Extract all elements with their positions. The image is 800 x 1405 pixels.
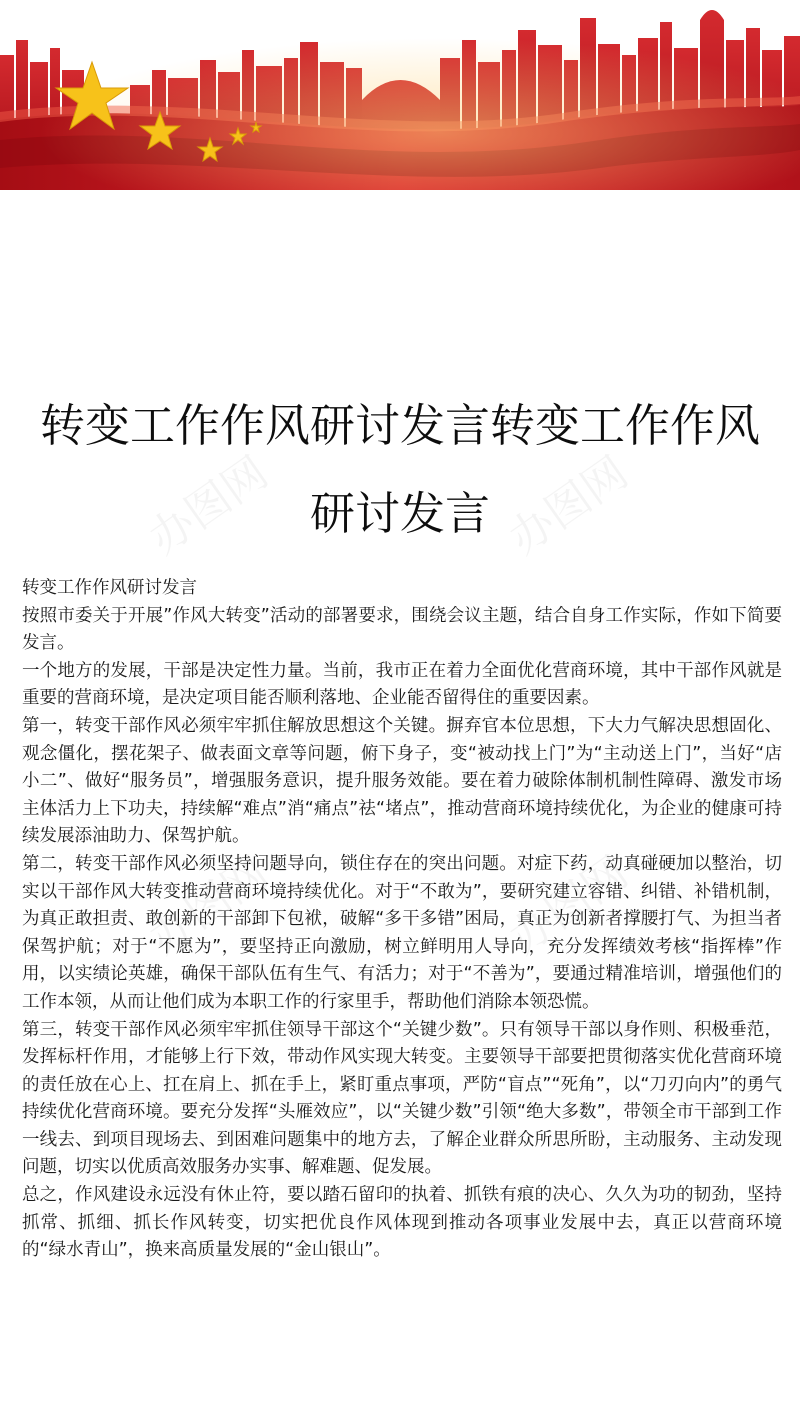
paragraph: 第三，转变干部作风必须牢牢抓住领导干部这个“关键少数”。只有领导干部以身作则、积极垂范，发挥标杆作用，才能够上行下效，带动作风实现大转变。主要领导干部要把贯彻落实优化营商环境的责任放在心上、扛在肩上、抓在手上，紧盯重点事项，严防“盲点”“死角”，以“刀刃向内”的勇气持续优化营商环境。要充分发挥“头雁效应”，以“关键少数”引领“绝大多数”，带领全市干部到工作一线去、到项目现场去、到困难问题集中的地方去，了解企业群众所思所盼，主动服务、主动发现问题，切实以优质高效服务办实事、解难题、促发展。 [22, 1019, 782, 1178]
header-banner [0, 0, 800, 190]
paragraph: 总之，作风建设永远没有休止符，要以踏石留印的执着、抓铁有痕的决心、久久为功的韧劲，坚持抓常、抓细、抓长作风转变，切实把优良作风体现到推动各项事业发展中去，真正以营商环境的“绿水青山”，换来高质量发展的“金山银山”。 [22, 1185, 782, 1261]
paragraph: 一个地方的发展，干部是决定性力量。当前，我市正在着力全面优化营商环境，其中干部作风就是重要的营商环境，是决定项目能否顺利落地、企业能否留得住的重要因素。 [22, 660, 782, 709]
paragraph: 第一，转变干部作风必须牢牢抓住解放思想这个关键。摒弃官本位思想，下大力气解决思想固化、观念僵化，摆花架子、做表面文章等问题，俯下身子，变“被动找上门”为“主动送上门”，当好“店小二”、做好“服务员”，增强服务意识，提升服务效能。要在着力破除体制机制性障碍、激发市场主体活力上下功夫，持续解“难点”消“痛点”祛“堵点”，推动营商环境持续优化，为企业的健康可持续发展添油助力、保驾护航。 [22, 715, 782, 847]
document-body [22, 575, 782, 1265]
page-title: 转变工作作风研讨发言转变工作作风研讨发言 [39, 399, 760, 540]
paragraph: 第二，转变干部作风必须坚持问题导向，锁住存在的突出问题。对症下药，动真碰硬加以整治，切实以干部作风大转变推动营商环境持续优化。对于“不敢为”，要研究建立容错、纠错、补错机制，为真正敢担责、敢创新的干部卸下包袱，破解“多干多错”困局，真正为创新者撑腰打气、为担当者保驾护航；对于“不愿为”，要坚持正向激励，树立鲜明用人导向，充分发挥绩效考核“指挥棒”作用，以实绩论英雄，确保干部队伍有生气、有活力；对于“不善为”，要通过精准培训，增强他们的工作本领，从而让他们成为本职工作的行家里手，帮助他们消除本领恐慌。 [22, 853, 782, 1012]
paragraph: 转变工作作风研讨发言 [22, 578, 197, 598]
skyline-banner-graphic [0, 0, 800, 190]
paragraph: 按照市委关于开展”作风大转变”活动的部署要求，围绕会议主题，结合自身工作实际，作如下简要发言。 [22, 605, 782, 654]
